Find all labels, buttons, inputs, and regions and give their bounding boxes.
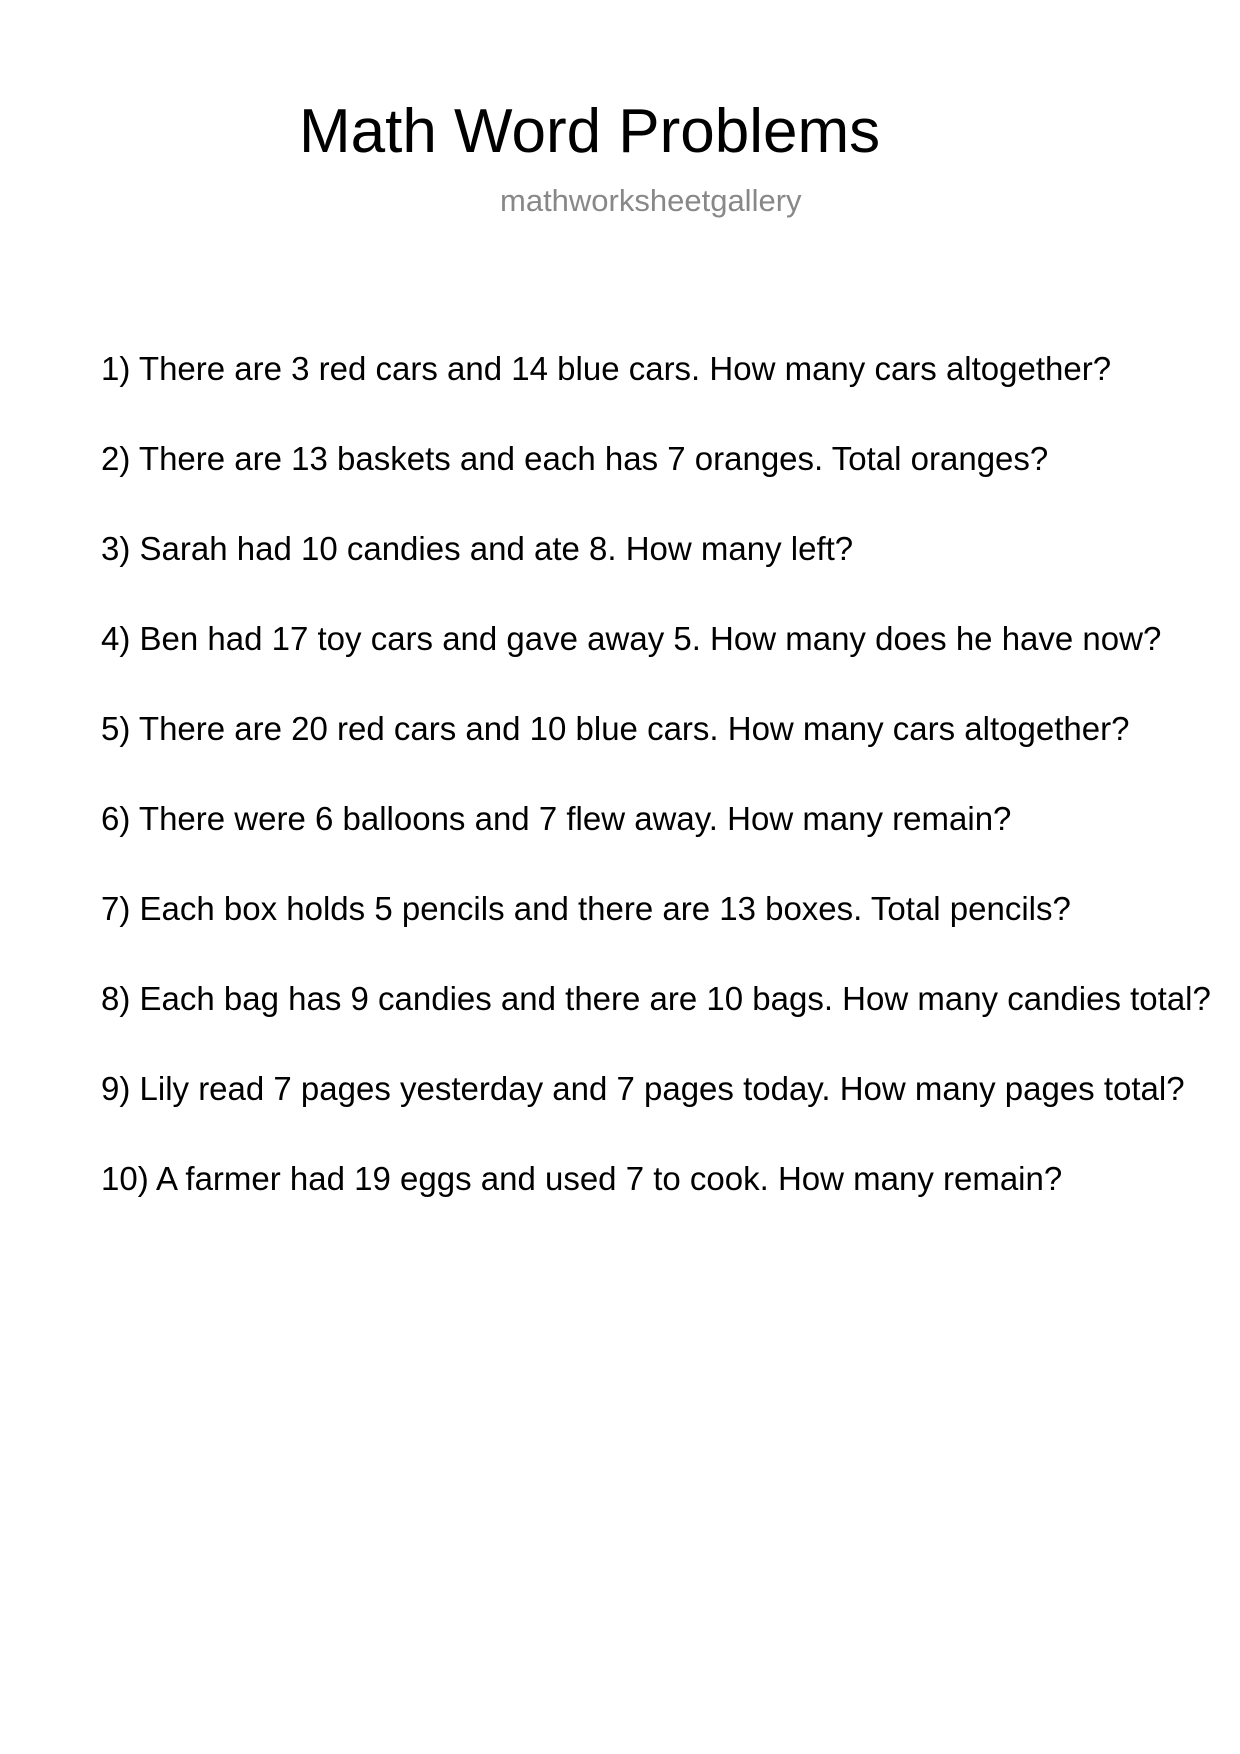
problem-item: 4) Ben had 17 toy cars and gave away 5. How many does he have now?	[101, 620, 1162, 657]
worksheet-title: Math Word Problems	[299, 97, 881, 166]
problem-item: 7) Each box holds 5 pencils and there are 13 boxes. Total pencils?	[101, 890, 1071, 927]
problem-item: 3) Sarah had 10 candies and ate 8. How many left?	[101, 530, 854, 567]
problem-item: 9) Lily read 7 pages yesterday and 7 pages today. How many pages total?	[101, 1070, 1185, 1107]
problem-item: 6) There were 6 balloons and 7 flew away. How many remain?	[101, 800, 1012, 837]
problem-item: 1) There are 3 red cars and 14 blue cars. How many cars altogether?	[101, 350, 1112, 387]
worksheet-subtitle: mathworksheetgallery	[500, 183, 802, 218]
problem-item: 10) A farmer had 19 eggs and used 7 to cook. How many remain?	[101, 1160, 1063, 1197]
problem-item: 2) There are 13 baskets and each has 7 oranges. Total oranges?	[101, 440, 1049, 477]
problem-item: 5) There are 20 red cars and 10 blue cars. How many cars altogether?	[101, 710, 1130, 747]
problem-item: 8) Each bag has 9 candies and there are 10 bags. How many candies total?	[101, 980, 1211, 1017]
problem-list	[101, 349, 1211, 1249]
